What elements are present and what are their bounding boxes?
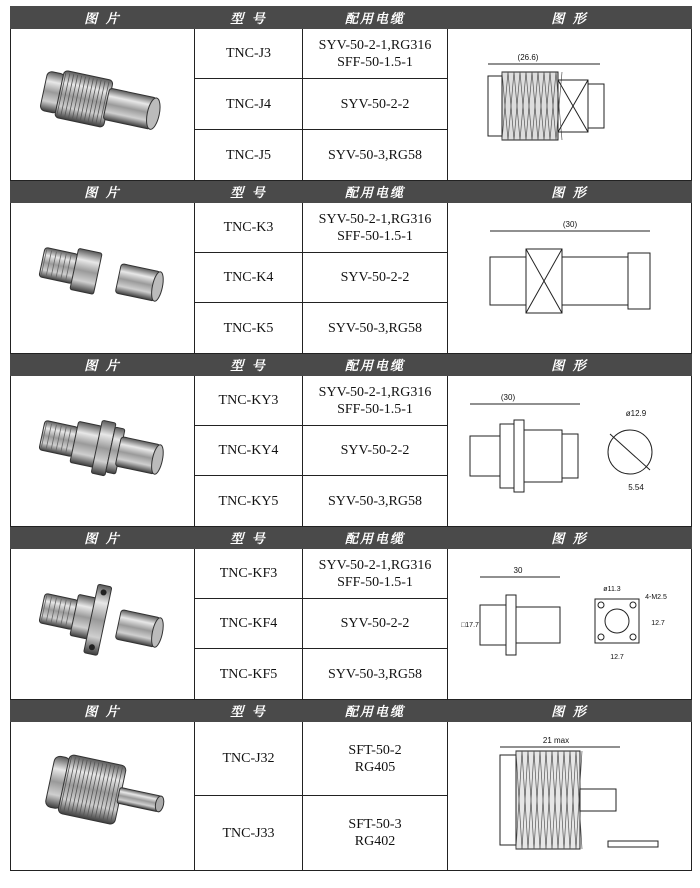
model-cell: TNC-J4	[195, 79, 303, 130]
cable-line: SFF-50-1.5-1	[337, 228, 413, 244]
model-cell: TNC-J5	[195, 130, 303, 181]
cable-line: SFF-50-1.5-1	[337, 54, 413, 70]
tnc-bulkhead-jack-photo	[18, 391, 188, 511]
cable-cell	[303, 649, 448, 700]
header-photo: 图 片	[11, 354, 195, 376]
pitch-v-label: 12.7	[650, 620, 665, 627]
cable-line: SYV-50-2-1,RG316	[318, 384, 432, 400]
cable-cell	[303, 549, 448, 599]
header-cable: 配用电缆	[303, 700, 448, 722]
model-cell: TNC-KY3	[195, 376, 303, 426]
header-figure: 图 形	[448, 527, 692, 549]
cable-line: SFF-50-1.5-1	[337, 574, 413, 590]
header-row	[11, 354, 692, 376]
cable-cell	[303, 79, 448, 130]
cable-cell	[303, 29, 448, 79]
model-cell: TNC-J33	[195, 796, 303, 871]
flange-jack-drawing	[460, 559, 680, 689]
dimension-label: (26.6)	[517, 52, 538, 62]
cable-cell	[303, 796, 448, 871]
cable-line: SYV-50-2-2	[340, 616, 410, 631]
dimension-label: 21 max	[542, 736, 569, 745]
figure-cell	[448, 29, 692, 181]
header-photo: 图 片	[11, 527, 195, 549]
cable-line: SYV-50-3,RG58	[328, 666, 422, 682]
cable-line: SFT-50-3	[348, 817, 402, 832]
header-model: 型 号	[195, 7, 303, 29]
diameter-label: ø12.9	[625, 409, 646, 418]
header-row	[11, 527, 692, 549]
photo-cell	[11, 376, 195, 527]
model-cell: TNC-KY5	[195, 476, 303, 527]
header-model: 型 号	[195, 181, 303, 203]
cable-cell	[303, 203, 448, 253]
table-row	[11, 549, 692, 599]
holes-label: 4-M2.5	[644, 594, 667, 601]
model-cell: TNC-K5	[195, 303, 303, 354]
semirigid-plug-drawing	[460, 731, 680, 861]
pitch-h-label: 12.7	[609, 654, 624, 661]
cable-line: SYV-50-2-2	[340, 96, 410, 112]
knurled-plug-drawing	[460, 40, 680, 170]
photo-cell	[11, 549, 195, 700]
model-cell: TNC-KF5	[195, 649, 303, 700]
figure-cell	[448, 203, 692, 354]
diameter-label: ø11.3	[602, 586, 621, 593]
square-label: □17.7	[460, 622, 479, 629]
header-cable: 配用电缆	[303, 527, 448, 549]
table-row	[11, 29, 692, 79]
cable-cell	[303, 253, 448, 303]
dimension-label: (30)	[562, 220, 577, 229]
tnc-flange-jack-photo	[18, 564, 188, 684]
bulkhead-jack-drawing	[460, 386, 680, 516]
model-cell: TNC-J32	[195, 722, 303, 796]
figure-cell	[448, 549, 692, 700]
figure-cell	[448, 376, 692, 527]
figure-cell	[448, 722, 692, 871]
cable-line: SYV-50-2-2	[340, 270, 410, 285]
header-photo: 图 片	[11, 181, 195, 203]
header-figure: 图 形	[448, 700, 692, 722]
header-cable: 配用电缆	[303, 7, 448, 29]
cable-cell	[303, 426, 448, 476]
dimension-label: 30	[513, 566, 522, 575]
model-cell: TNC-KY4	[195, 426, 303, 476]
cable-cell	[303, 476, 448, 527]
tnc-plug-photo	[18, 45, 188, 165]
header-figure: 图 形	[448, 354, 692, 376]
header-cable: 配用电缆	[303, 181, 448, 203]
flat-label: 5.54	[627, 483, 644, 492]
cable-cell	[303, 130, 448, 181]
model-cell: TNC-K4	[195, 253, 303, 303]
tnc-jack-photo	[18, 218, 188, 338]
jack-drawing	[460, 213, 680, 343]
connector-table	[10, 6, 692, 871]
cable-line: SYV-50-2-2	[340, 443, 410, 458]
header-row	[11, 700, 692, 722]
header-row	[11, 181, 692, 203]
cable-line: SYV-50-3,RG58	[328, 147, 422, 163]
model-cell: TNC-KF4	[195, 599, 303, 649]
cable-line: SYV-50-3,RG58	[328, 493, 422, 509]
cable-line: RG405	[354, 759, 396, 775]
cable-line: SYV-50-3,RG58	[328, 320, 422, 336]
cable-line: SYV-50-2-1,RG316	[318, 557, 432, 573]
header-model: 型 号	[195, 354, 303, 376]
cable-cell	[303, 599, 448, 649]
dimension-label: (30)	[500, 393, 515, 402]
photo-cell	[11, 29, 195, 181]
header-row	[11, 7, 692, 29]
cable-line: SFF-50-1.5-1	[337, 401, 413, 417]
table-row	[11, 203, 692, 253]
model-cell: TNC-J3	[195, 29, 303, 79]
header-figure: 图 形	[448, 7, 692, 29]
model-cell: TNC-KF3	[195, 549, 303, 599]
cable-cell	[303, 722, 448, 796]
cable-line: SYV-50-2-1,RG316	[318, 37, 432, 53]
photo-cell	[11, 203, 195, 354]
header-model: 型 号	[195, 700, 303, 722]
table-row	[11, 376, 692, 426]
header-figure: 图 形	[448, 181, 692, 203]
table-row	[11, 722, 692, 796]
tnc-semirigid-plug-photo	[18, 736, 188, 856]
cable-cell	[303, 376, 448, 426]
cable-line: SFT-50-2	[348, 742, 402, 758]
header-cable: 配用电缆	[303, 354, 448, 376]
cable-line: RG402	[354, 834, 396, 849]
header-photo: 图 片	[11, 7, 195, 29]
model-cell: TNC-K3	[195, 203, 303, 253]
cable-cell	[303, 303, 448, 354]
photo-cell	[11, 722, 195, 871]
header-photo: 图 片	[11, 700, 195, 722]
header-model: 型 号	[195, 527, 303, 549]
cable-line: SYV-50-2-1,RG316	[318, 211, 432, 227]
